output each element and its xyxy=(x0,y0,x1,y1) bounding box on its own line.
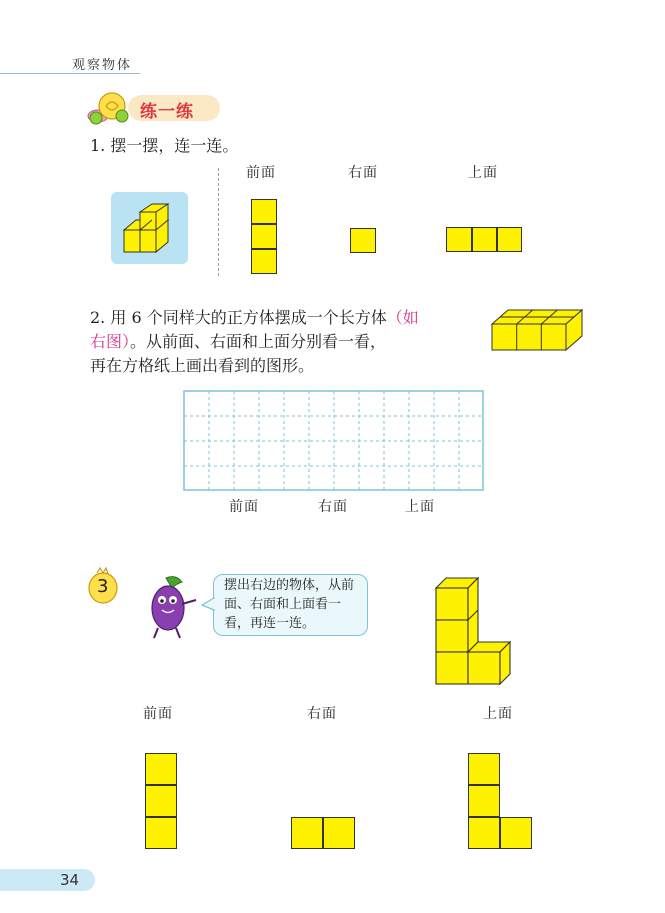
q1-top-cell xyxy=(497,227,522,252)
q1-label-front: 前面 xyxy=(246,165,276,181)
q2-line2-ref: 右图） xyxy=(90,332,131,351)
q3-l-figure xyxy=(430,574,514,690)
q3-top-cell xyxy=(468,753,500,785)
q1-label-top: 上面 xyxy=(468,165,498,181)
section-title: 观察物体 xyxy=(72,58,133,73)
q3-label-front: 前面 xyxy=(143,706,173,722)
question-3-number: 3 xyxy=(97,576,109,597)
grid-paper xyxy=(183,390,485,492)
q3-right-cell xyxy=(323,817,355,849)
q3-top-cell xyxy=(468,817,500,849)
page-number: 34 xyxy=(60,871,80,889)
q3-top-cell xyxy=(500,817,532,849)
q2-box-figure xyxy=(488,304,588,354)
practice-label: 练一练 xyxy=(140,102,194,122)
q1-cube-figure xyxy=(118,200,180,258)
speech-bubble-tail xyxy=(200,596,216,612)
q3-front-cell xyxy=(145,817,177,849)
question-2-text xyxy=(90,306,470,378)
q3-front-cell xyxy=(145,785,177,817)
q3-label-top: 上面 xyxy=(483,706,513,722)
q1-label-right: 右面 xyxy=(348,165,378,181)
q3-right-cell xyxy=(291,817,323,849)
q1-front-cell xyxy=(251,249,277,274)
q1-divider xyxy=(218,168,219,276)
q2-label-top: 上面 xyxy=(405,499,435,515)
q2-line1: 2. 用 6 个同样大的正方体摆成一个长方体 xyxy=(90,308,387,327)
eggplant-mascot-icon xyxy=(140,574,200,640)
snail-mascot-icon xyxy=(86,86,134,126)
question-1-text: 1. 摆一摆，连一连。 xyxy=(90,136,239,155)
q2-line3: 再在方格纸上画出看到的图形。 xyxy=(90,356,315,375)
page-number-tab xyxy=(0,869,95,891)
q3-front-cell xyxy=(145,753,177,785)
q1-right-cell xyxy=(350,228,376,253)
speech-bubble-text: 摆出右边的物体，从前面、右面和上面看一看，再连一连。 xyxy=(224,578,355,631)
q1-top-cell xyxy=(446,227,472,252)
q1-front-cell xyxy=(251,224,277,249)
q3-label-right: 右面 xyxy=(307,706,337,722)
q1-top-cell xyxy=(472,227,497,252)
header-divider xyxy=(0,73,140,74)
q3-top-cell xyxy=(468,785,500,817)
q1-front-cell xyxy=(251,199,277,224)
q2-line1-ref: （如 xyxy=(386,308,419,327)
q2-label-front: 前面 xyxy=(229,499,259,515)
q2-line2: 。从前面、右面和上面分别看一看， xyxy=(130,332,387,351)
q2-label-right: 右面 xyxy=(318,499,348,515)
